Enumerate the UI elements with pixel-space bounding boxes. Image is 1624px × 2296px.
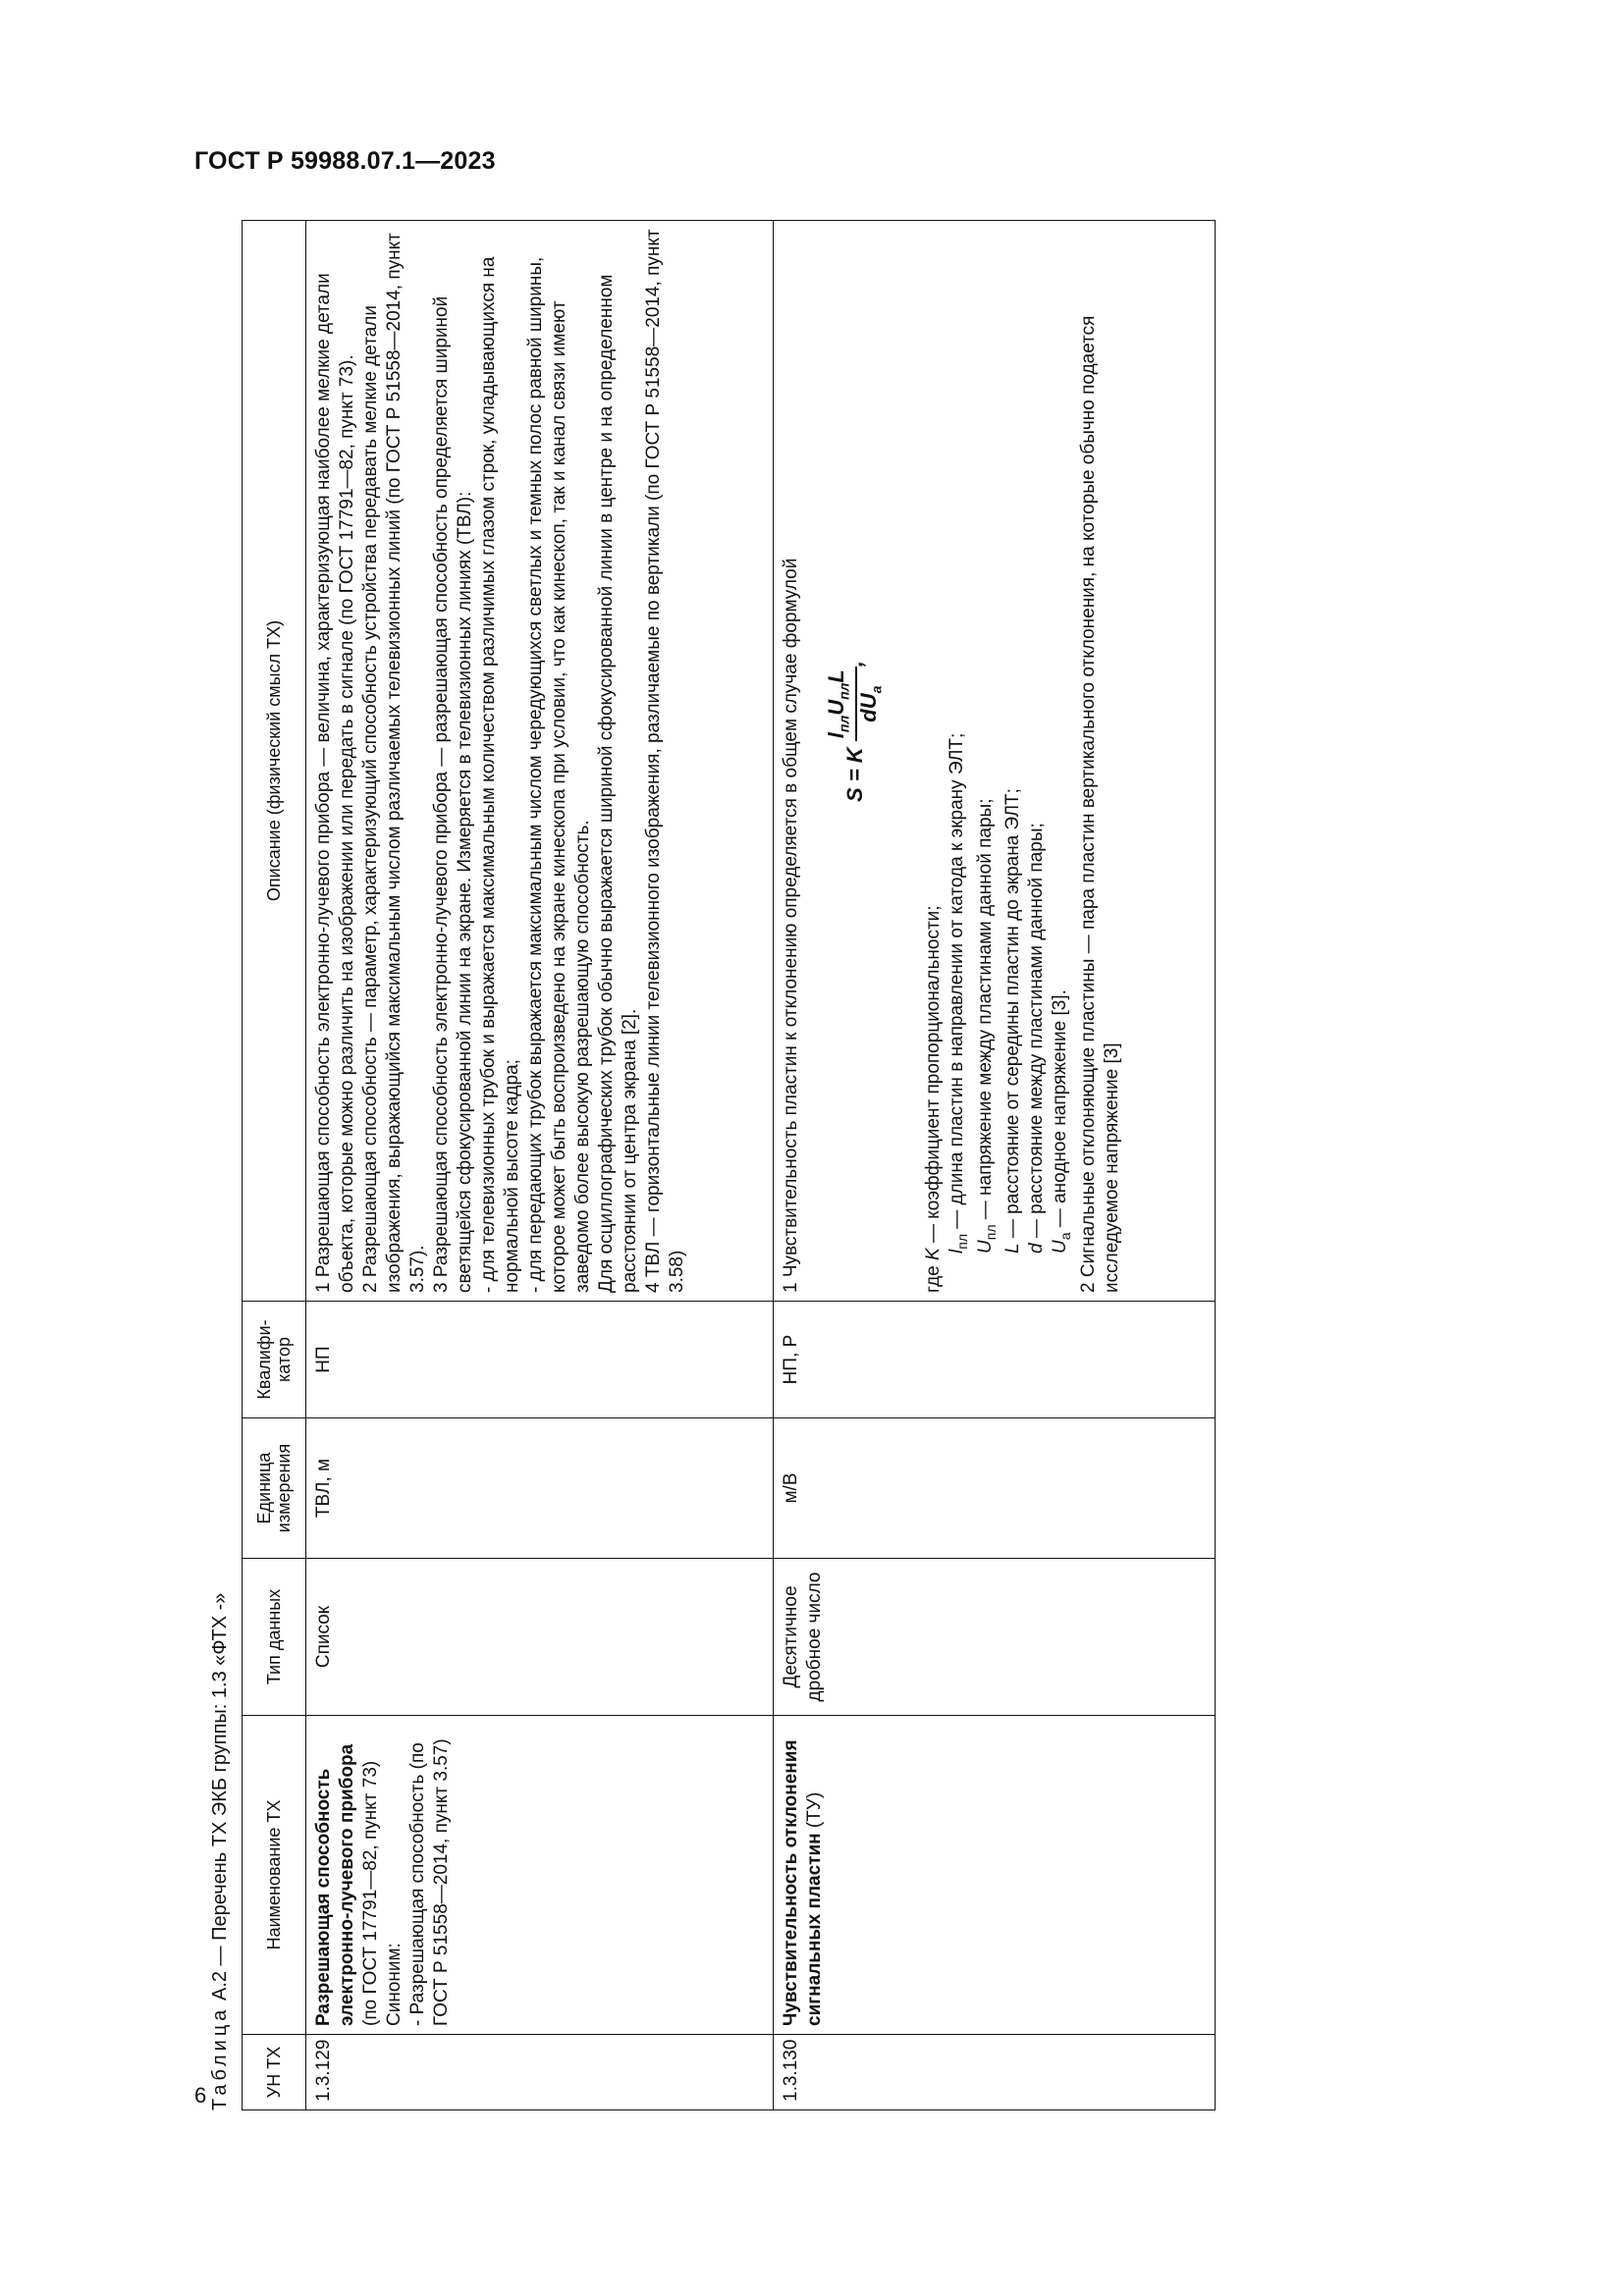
where-text: — напряжение между пластинами данной пары; [974,798,996,1225]
desc-paragraph: 2 Разрешающая способность — параметр, характеризующий способность устройства передавать мелкие детали изображения, выражающийся максимальным числом различаемых телевизионных линий (по ГОСТ Р 51558—2014, пункт 3.57). [360,233,428,1293]
where-item [946,229,974,1293]
name-line: (ТУ) [804,1791,825,1834]
where-item [974,229,1002,1293]
tx-table [242,220,1216,2110]
sub-pl: пл [836,715,852,733]
table-header-row [243,221,306,2110]
where-text: — анодное напряжение [3]. [1050,989,1071,1233]
cell-name [774,1716,1216,2035]
where-prefix: где [922,1259,944,1293]
page-number: 6 [194,2083,207,2108]
where-item [922,229,946,1293]
col-header-description: Описание (физический смысл ТХ) [243,221,306,1302]
col-header-name: Наименование ТХ [243,1716,306,2035]
desc-paragraph: 1 Разрешающая способность электронно-лучевого прибора — величина, характеризующая наиболее мелкие детали объекта, которые можно различить на изображении или передать в сигнале (по ГОСТ 17791—82, пункт 73). [313,273,357,1293]
where-symbol: U [974,1240,996,1254]
desc-paragraph: - для телевизионных трубок и выражается максимальным количеством различимых глазом строк, укладывающихся на нормальной высоте кадра; [478,256,522,1293]
name-line: Синоним: [384,1943,405,2026]
where-symbol: l [946,1249,967,1254]
caption-prefix: Таблица [209,2005,231,2110]
where-item [1001,229,1025,1293]
where-symbol: U [1050,1240,1071,1254]
where-text: — коэффициент пропорциональности; [922,905,944,1249]
cell-description [306,221,774,1302]
document-header: ГОСТ Р 59988.07.1—2023 [194,147,496,175]
name-title: Чувствительность отклонения сигнальных пластин [781,1739,825,2026]
where-item [1025,229,1049,1293]
cell-name [306,1716,774,2035]
sym-L: L [824,669,848,683]
formula-comma: , [842,661,868,667]
where-sub: пл [953,1234,970,1250]
formula-fraction [825,667,889,741]
desc-paragraph: 3 Разрешающая способность электронно-лучевого прибора — разрешающая способность определяется шириной светящейся сфокусированной линии на экране. Измеряется в телевизионных линиях (ТВЛ): [431,295,475,1293]
where-sub: пл [982,1224,999,1241]
table-row [774,221,1216,2110]
where-symbol: K [922,1248,944,1260]
sym-u: U [824,699,848,716]
col-header-data-type: Тип данных [243,1559,306,1716]
formula [803,229,918,1293]
cell-qualifier: НП [306,1302,774,1418]
where-text: — расстояние между пластинами данной пары; [1026,823,1048,1244]
where-sub: a [1057,1232,1074,1241]
name-line: (по ГОСТ 17791—82, пункт 73) [360,1760,381,2026]
rotated-table-block [208,221,1294,2110]
cell-data-type: Десятичное дробное число [774,1559,1216,1716]
sub-pl: пл [836,682,852,700]
where-text: — длина пластин в направлении от катода к экрану ЭЛТ; [946,732,967,1235]
cell-id: 1.3.130 [774,2035,1216,2110]
cell-qualifier: НП, Р [774,1302,1216,1418]
sub-a: a [868,685,885,694]
desc-paragraph: 1 Чувствительность пластин к отклонению определяется в общем случае формулой [781,558,801,1293]
where-list [922,229,1077,1293]
where-symbol: d [1026,1243,1048,1254]
formula-lhs: S = K [842,747,868,802]
desc-paragraph: Для осциллографических трубок обычно выражается шириной сфокусированной линии в центре и на определенном расстоянии от центра экрана [2]. [596,274,640,1293]
formula-numerator [825,667,857,741]
sym-l: l [824,732,848,739]
desc-paragraph: 4 ТВЛ — горизонтальные линии телевизионного изображения, различаемые по вертикали (по ГОСТ Р 51558—2014, пункт 3.58) [643,229,687,1293]
cell-description [774,221,1216,1302]
cell-unit: м/В [774,1418,1216,1559]
where-item [1049,229,1077,1293]
caption-text: А.2 — Перечень ТХ ЭКБ группы: 1.3 «ФТХ -» [209,1592,231,2006]
col-header-qualifier: Квалифи- катор [243,1302,306,1418]
name-line: - Разрешающая способность (по ГОСТ Р 51558—2014, пункт 3.57) [407,1738,452,2026]
col-header-id: УН ТХ [243,2035,306,2110]
desc-paragraph: 2 Сигнальные отклоняющие пластины — пара пластин вертикального отклонения, на которые обычно подается исследуемое напряжение [3] [1078,315,1123,1293]
cell-unit: ТВЛ, м [306,1418,774,1559]
table-caption [208,1593,238,2110]
cell-id: 1.3.129 [306,2035,774,2110]
name-title: Разрешающая способность электронно-лучевого прибора [313,1743,357,2026]
desc-paragraph: - для передающих трубок выражается максимальным числом чередующихся светлых и темных полос равной ширины, которое может быть воспроизведено на экране кинескопа при условии, что как кинескоп, так и канал связи имеют заведомо более высокую разрешающую способность. [525,256,593,1293]
cell-data-type: Список [306,1559,774,1716]
table-row [306,221,774,2110]
formula-denominator [857,667,888,741]
col-header-unit: Единица измерения [243,1418,306,1559]
where-text: — расстояние от середины пластин до экрана ЭЛТ; [1002,788,1024,1244]
sym-du: dU [856,693,882,722]
where-symbol: L [1002,1243,1024,1254]
